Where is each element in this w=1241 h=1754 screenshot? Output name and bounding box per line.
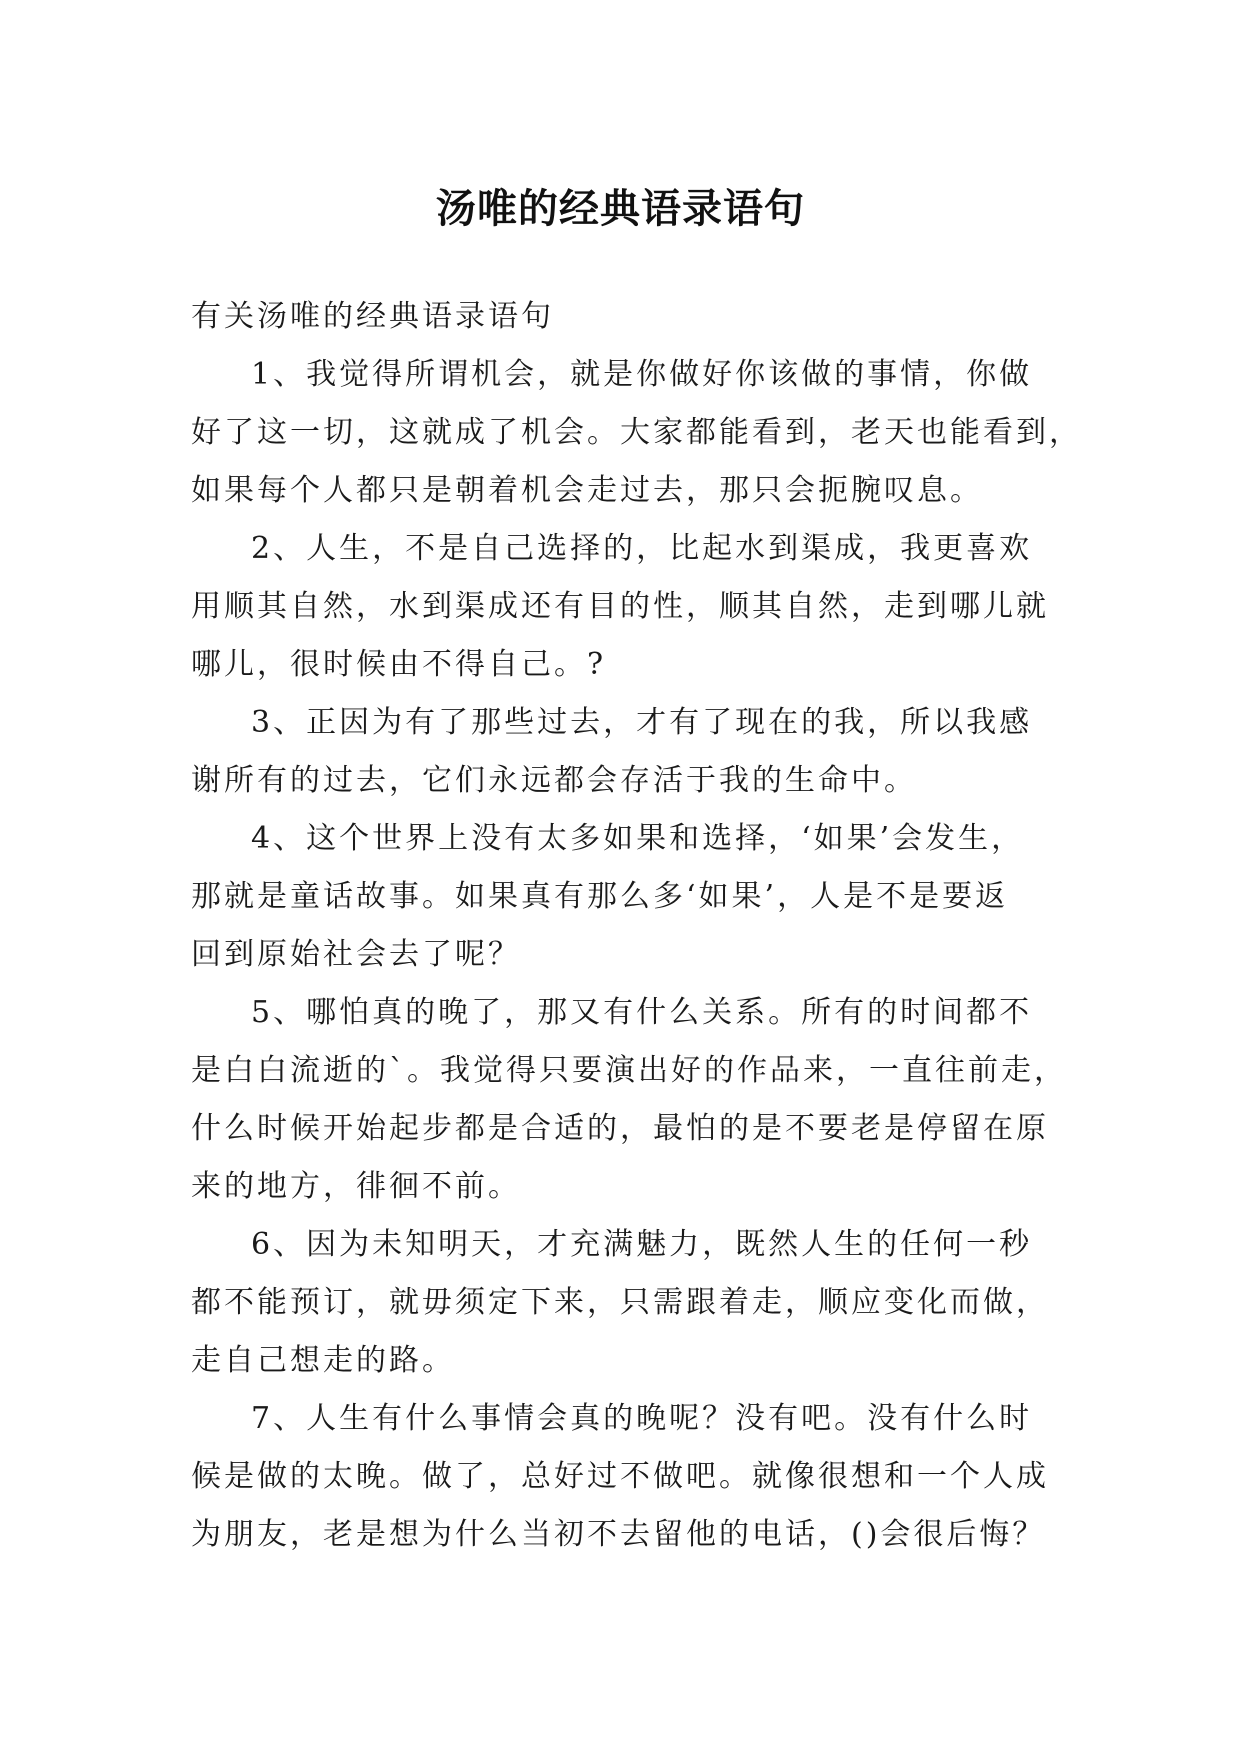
paragraph-line: 好了这一切，这就成了机会。大家都能看到，老天也能看到，	[191, 415, 1082, 450]
paragraph-line: 5、哪怕真的晚了，那又有什么关系。所有的时间都不	[251, 995, 1033, 1030]
document-title: 汤唯的经典语录语句	[436, 185, 805, 232]
quote-paragraph-7	[191, 1390, 1051, 1564]
paragraph-line: 用顺其自然，水到渠成还有目的性，顺其自然，走到哪儿就	[191, 589, 1049, 624]
paragraph-line: 什么时候开始起步都是合适的，最怕的是不要老是停留在原	[191, 1111, 1049, 1146]
paragraph-line: 回到原始社会去了呢？	[191, 937, 521, 972]
quote-paragraph-3	[191, 694, 1051, 810]
paragraph-line: 2、人生，不是自己选择的，比起水到渠成，我更喜欢	[251, 531, 1033, 566]
paragraph-line: 为朋友，老是想为什么当初不去留他的电话，()会很后悔？	[191, 1517, 1046, 1552]
paragraph-line: 3、正因为有了那些过去，才有了现在的我，所以我感	[251, 705, 1033, 740]
quote-paragraph-1	[191, 346, 1082, 520]
paragraph-line: 是白白流逝的`。我觉得只要演出好的作品来，一直往前走，	[191, 1053, 1067, 1088]
paragraph-line: 如果每个人都只是朝着机会走过去，那只会扼腕叹息。	[191, 473, 983, 508]
paragraph-line: 那就是童话故事。如果真有那么多‘如果’，人是不是要返	[191, 879, 1009, 914]
paragraph-line: 走自己想走的路。	[191, 1343, 455, 1378]
paragraph-line: 候是做的太晚。做了，总好过不做吧。就像很想和一个人成	[191, 1459, 1049, 1494]
paragraph-line: 4、这个世界上没有太多如果和选择，‘如果’会发生，	[251, 821, 1025, 856]
paragraph-line: 6、因为未知明天，才充满魅力，既然人生的任何一秒	[251, 1227, 1033, 1262]
paragraph-line: 来的地方，徘徊不前。	[191, 1169, 521, 1204]
paragraph-line: 谢所有的过去，它们永远都会存活于我的生命中。	[191, 763, 917, 798]
document-body	[191, 288, 1082, 1564]
paragraph-line: 都不能预订，就毋须定下来，只需跟着走，顺应变化而做，	[191, 1285, 1049, 1320]
quote-paragraph-4	[191, 810, 1051, 984]
paragraph-line: 7、人生有什么事情会真的晚呢？没有吧。没有什么时	[251, 1401, 1033, 1436]
quote-paragraph-6	[191, 1216, 1051, 1390]
paragraph-line: 哪儿，很时候由不得自己。?	[191, 647, 607, 682]
quote-paragraph-2	[191, 520, 1051, 694]
paragraph-line: 1、我觉得所谓机会，就是你做好你该做的事情，你做	[251, 357, 1033, 392]
document-subtitle: 有关汤唯的经典语录语句	[191, 299, 554, 334]
quote-paragraph-5	[191, 984, 1067, 1216]
